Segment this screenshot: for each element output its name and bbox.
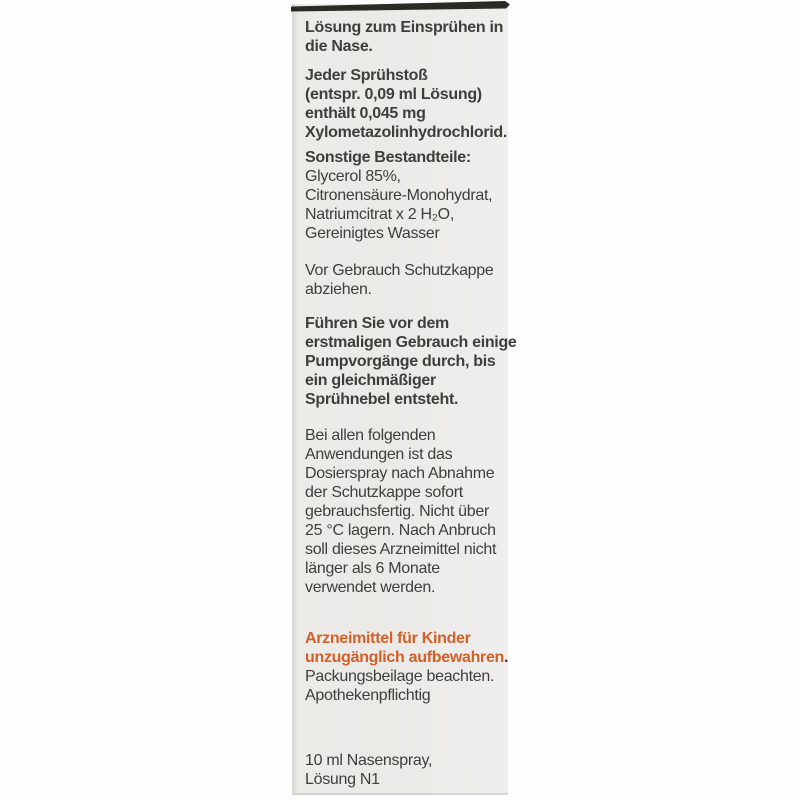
- box-side-panel: [292, 4, 517, 795]
- text-line: Apothekenpflichtig: [305, 687, 431, 704]
- text-line: der Schutzkappe sofort: [305, 484, 463, 501]
- text-line: 10 ml Nasenspray,: [305, 752, 433, 769]
- text-line: Natriumcitrat x 2 H₂O,: [305, 206, 454, 223]
- text-line: 25 °C lagern. Nach Anbruch: [305, 522, 496, 539]
- solution-note: [305, 18, 503, 56]
- text-line: Lösung N1: [305, 771, 380, 788]
- text-line: Vor Gebrauch Schutzkappe: [305, 262, 494, 279]
- text-line: Citronensäure-Monohydrat,: [305, 187, 493, 204]
- text-line: Xylometazolinhydrochlorid.: [305, 124, 508, 141]
- text-line: Sprühnebel entsteht.: [305, 391, 459, 408]
- text-line: gebrauchsfertig. Nicht über: [305, 503, 490, 520]
- text-line: Dosierspray nach Abnahme: [305, 465, 495, 482]
- cap-instruction: [305, 261, 503, 299]
- panel-text-column: [305, 18, 517, 789]
- child-safety-warning: [305, 648, 509, 667]
- ingredients-list: [305, 148, 503, 243]
- text-line: soll dieses Arzneimittel nicht: [305, 541, 497, 558]
- text-line: erstmaligen Gebrauch einige: [305, 334, 517, 351]
- text-line: Pumpvorgänge durch, bis: [305, 353, 496, 370]
- text-line: abziehen.: [305, 281, 372, 298]
- text-line: verwendet werden.: [305, 579, 436, 596]
- child-safety-warning: Arzneimittel für Kinder: [305, 630, 471, 647]
- warning-text: unzugänglich aufbewahren: [305, 649, 505, 666]
- usage-storage-info: [305, 426, 503, 597]
- text-line: Jeder Sprühstoß: [305, 67, 428, 84]
- text-line: Gereinigtes Wasser: [305, 225, 440, 242]
- text-line: Anwendungen ist das: [305, 446, 453, 463]
- text-line: Packungsbeilage beachten.: [305, 668, 495, 685]
- ingredients-heading: Sonstige Bestandteile:: [305, 149, 471, 166]
- text-line: Führen Sie vor dem: [305, 315, 449, 332]
- text-line: (entspr. 0,09 ml Lösung): [305, 86, 482, 103]
- warning-period: .: [504, 649, 509, 666]
- priming-instruction: [305, 314, 517, 409]
- text-line: Bei allen folgenden: [305, 427, 436, 444]
- text-line: ein gleichmäßiger: [305, 372, 436, 389]
- contents-statement: [305, 751, 503, 789]
- text-line: enthält 0,045 mg: [305, 105, 426, 122]
- text-line: Glycerol 85%,: [305, 168, 401, 185]
- text-line: länger als 6 Monate: [305, 560, 440, 577]
- text-line: Lösung zum Einsprühen in: [305, 19, 504, 36]
- warning-block: [305, 629, 509, 705]
- dose-info: [305, 66, 508, 142]
- text-line: die Nase.: [305, 38, 373, 55]
